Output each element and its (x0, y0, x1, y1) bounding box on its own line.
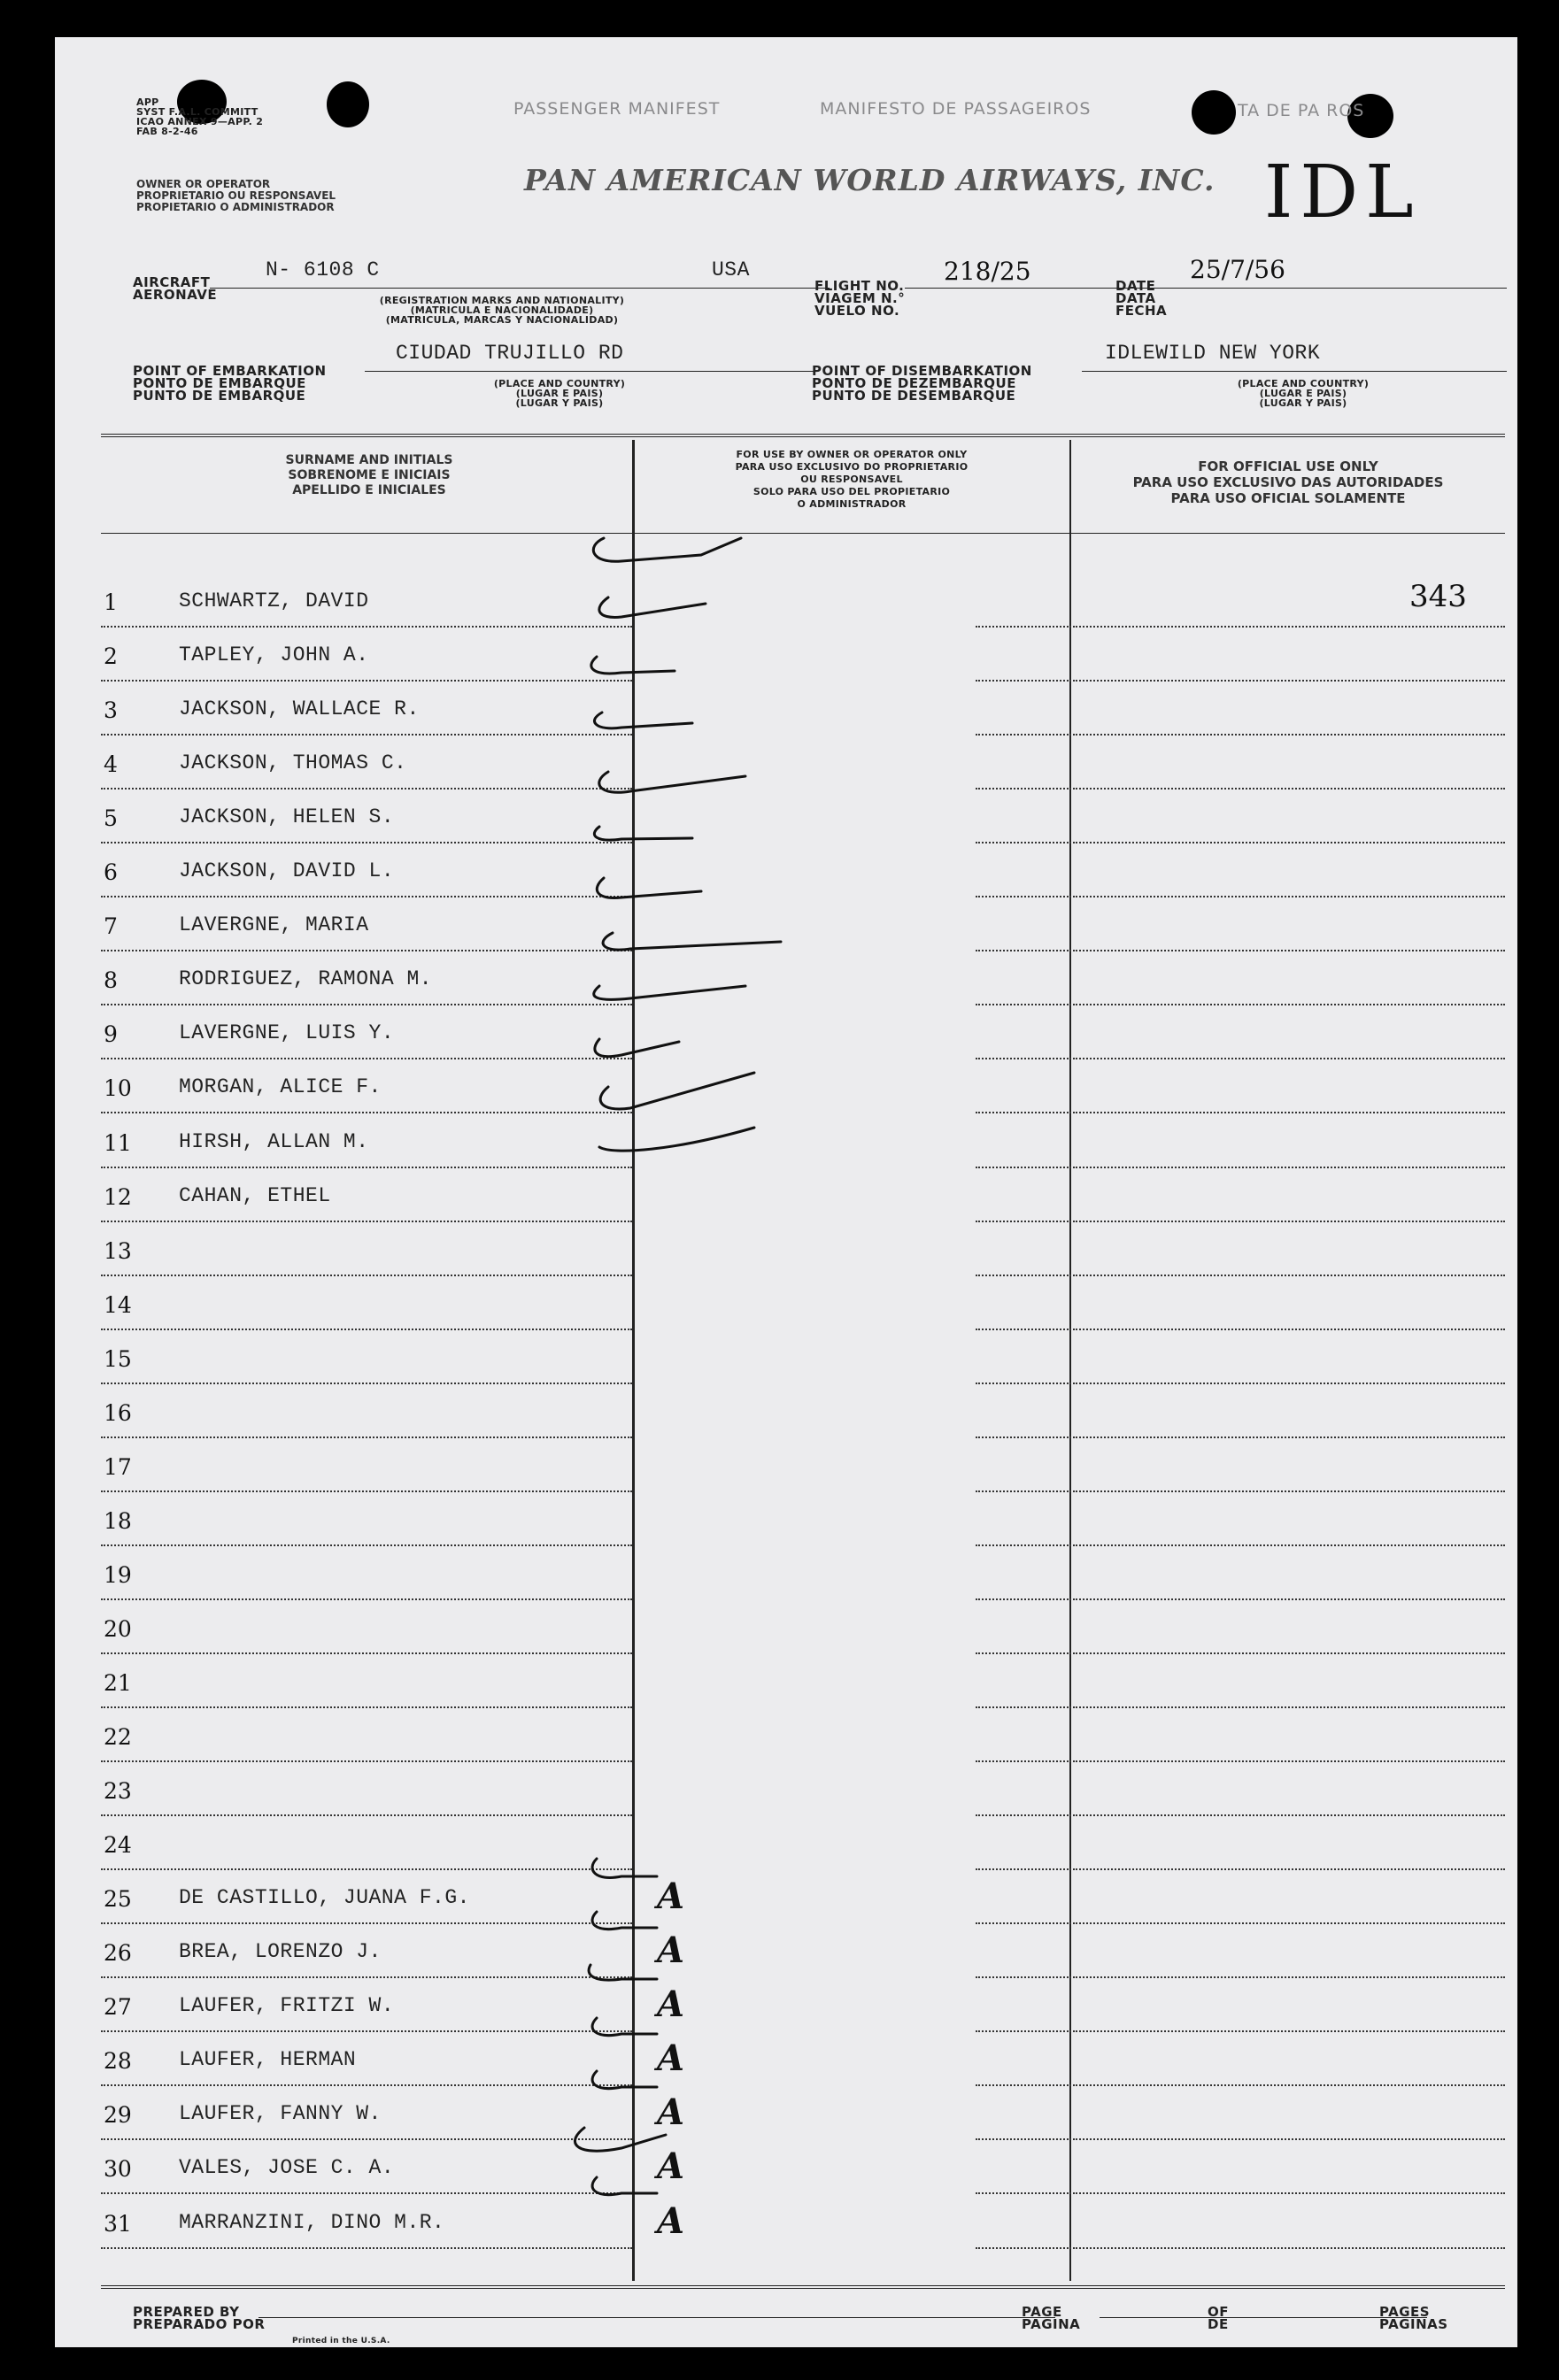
page-line (1100, 2317, 1259, 2318)
arrival-mark: A (657, 1876, 685, 1918)
title-passenger-manifest: PASSENGER MANIFEST (513, 99, 721, 119)
row-number: 19 (104, 1561, 132, 1588)
flight-date: 25/7/56 (1190, 255, 1285, 284)
passenger-name: VALES, JOSE C. A. (179, 2156, 395, 2180)
check-mark (599, 1128, 754, 1151)
check-marks-overlay (55, 37, 1517, 2347)
passenger-name: MARRANZINI, DINO M.R. (179, 2210, 445, 2234)
arrival-mark: A (657, 1983, 685, 2026)
passenger-name: MORGAN, ALICE F. (179, 1075, 382, 1099)
pages-label: PAGES PAGINAS (1379, 2304, 1448, 2332)
prepared-by-label: PREPARED BY PREPARADO POR (133, 2304, 266, 2332)
check-mark (575, 2128, 666, 2151)
embarkation-caption: (PLACE AND COUNTRY) (LUGAR E PAIS) (LUGAR Y PAIS) (493, 378, 626, 409)
column-header-owner: FOR USE BY OWNER OR OPERATOR ONLY PARA USO EXCLUSIVO DO PROPRIETARIO OU RESPONSAVEL SOLO PARA USO DEL PROPIETARIO O ADMINISTRADOR (735, 449, 969, 510)
check-mark (591, 657, 675, 674)
row-number: 31 (104, 2210, 132, 2237)
printed-note: Printed in the U.S.A. (292, 2337, 390, 2345)
row-number: 12 (104, 1183, 132, 1210)
check-mark (592, 2071, 657, 2089)
check-mark (597, 878, 701, 897)
of-label: OF DE (1208, 2304, 1229, 2332)
row-number: 22 (104, 1724, 132, 1751)
arrival-mark: A (657, 1929, 685, 1972)
check-mark (599, 772, 745, 792)
arrival-mark: A (657, 2037, 685, 2080)
passenger-name: DE CASTILLO, JUANA F.G. (179, 1886, 470, 1910)
passenger-name: JACKSON, DAVID L. (179, 859, 395, 883)
passenger-name: JACKSON, HELEN S. (179, 805, 395, 829)
passenger-name: LAVERGNE, MARIA (179, 913, 369, 937)
row-number: 9 (104, 1021, 118, 1048)
row-number: 28 (104, 2048, 132, 2075)
embarkation-place: CIUDAD TRUJILLO RD (396, 342, 624, 365)
row-number: 2 (104, 643, 118, 670)
row-number: 13 (104, 1237, 132, 1264)
row-number: 24 (104, 1832, 132, 1859)
row-number: 18 (104, 1507, 132, 1534)
row-number: 5 (104, 805, 118, 832)
official-number: 343 (1409, 579, 1467, 614)
owner-operator-label: OWNER OR OPERATOR PROPRIETARIO OU RESPONSAVEL PROPIETARIO O ADMINISTRADOR (136, 178, 336, 213)
row-number: 17 (104, 1453, 132, 1480)
flight-label: FLIGHT NO. VIAGEM N.° VUELO NO. (814, 278, 906, 319)
row-number: 26 (104, 1940, 132, 1967)
arrival-mark: A (657, 2199, 685, 2242)
date-label: DATE DATA FECHA (1115, 278, 1168, 319)
check-mark (594, 827, 692, 840)
row-number: 27 (104, 1994, 132, 2021)
check-mark (592, 1912, 657, 1929)
row-number: 10 (104, 1075, 132, 1102)
row-number: 30 (104, 2156, 132, 2183)
title-manifesto: MANIFESTO DE PASSAGEIROS (820, 99, 1092, 119)
row-number: 21 (104, 1670, 132, 1696)
prepared-by-line (259, 2317, 1055, 2318)
column-header-surname: SURNAME AND INITIALS SOBRENOME E INICIAIS APELLIDO E INICIALES (285, 453, 453, 497)
passenger-name: JACKSON, THOMAS C. (179, 751, 407, 775)
manifest-sheet (55, 37, 1517, 2347)
check-mark (594, 712, 692, 728)
row-number: 25 (104, 1886, 132, 1913)
title-spanish: TA DE PA ROS (1238, 101, 1365, 120)
aircraft-registration: N- 6108 C (266, 258, 380, 281)
station-code: IDL (1264, 150, 1421, 235)
check-mark (603, 933, 781, 950)
check-mark (592, 1859, 657, 1877)
aircraft-label: AIRCRAFT AERONAVE (133, 274, 218, 303)
disembarkation-place: IDLEWILD NEW YORK (1105, 342, 1321, 365)
row-number: 16 (104, 1399, 132, 1426)
row-number: 7 (104, 913, 118, 940)
registration-caption: (REGISTRATION MARKS AND NATIONALITY) (MATRICULA E NACIONALIDADE) (MATRICULA, MARCAS Y NACIONALIDAD) (379, 295, 625, 326)
passenger-name: BREA, LORENZO J. (179, 1940, 382, 1964)
passenger-name: LAVERGNE, LUIS Y. (179, 1021, 395, 1045)
passenger-name: HIRSH, ALLAN M. (179, 1129, 369, 1153)
passenger-name: LAUFER, HERMAN (179, 2048, 357, 2072)
check-mark (589, 1965, 657, 1980)
embarkation-label: POINT OF EMBARKATION PONTO DE EMBARQUE PUNTO DE EMBARQUE (133, 363, 327, 404)
passenger-name: CAHAN, ETHEL (179, 1183, 331, 1207)
disembarkation-caption: (PLACE AND COUNTRY) (LUGAR E PAIS) (LUGAR Y PAIS) (1237, 378, 1370, 409)
footer-top-rule (101, 2285, 1505, 2289)
row-number: 20 (104, 1615, 132, 1642)
disembarkation-label: POINT OF DISEMBARKATION PONTO DE DEZEMBARQUE PUNTO DE DESEMBARQUE (812, 363, 1032, 404)
airline-name: PAN AMERICAN WORLD AIRWAYS, INC. (524, 163, 1216, 197)
form-reference: APP SYST F.A.L. COMMITT ICAO ANNEX 9—APP. 2 FAB 8-2-46 (136, 96, 264, 137)
row-number: 6 (104, 859, 118, 886)
row-number: 4 (104, 751, 118, 778)
passenger-name: LAUFER, FRITZI W. (179, 1994, 395, 2018)
row-number: 29 (104, 2102, 132, 2129)
check-mark (599, 597, 706, 617)
passenger-name: RODRIGUEZ, RAMONA M. (179, 967, 433, 991)
page-label: PAGE PAGINA (1022, 2304, 1081, 2332)
arrival-mark: A (657, 2145, 685, 2188)
row-number: 15 (104, 1345, 132, 1372)
flight-number: 218/25 (944, 257, 1031, 286)
arrival-mark: A (657, 2091, 685, 2134)
row-number: 14 (104, 1291, 132, 1318)
check-mark (600, 1073, 754, 1109)
row-number: 8 (104, 967, 118, 994)
row-number: 1 (104, 589, 118, 615)
check-mark (593, 538, 741, 561)
row-number: 11 (104, 1129, 132, 1156)
passenger-name: TAPLEY, JOHN A. (179, 643, 369, 667)
check-mark (595, 1039, 679, 1057)
check-mark (592, 2018, 657, 2036)
passenger-name: LAUFER, FANNY W. (179, 2102, 382, 2126)
row-number: 23 (104, 1778, 132, 1805)
check-mark (594, 986, 745, 999)
aircraft-nationality: USA (712, 258, 750, 281)
row-number: 3 (104, 697, 118, 724)
column-header-official: FOR OFFICIAL USE ONLY PARA USO EXCLUSIVO DAS AUTORIDADES PARA USO OFICIAL SOLAMENTE (1132, 458, 1444, 506)
passenger-name: SCHWARTZ, DAVID (179, 589, 369, 612)
check-mark (592, 2177, 657, 2195)
passenger-name: JACKSON, WALLACE R. (179, 697, 420, 721)
